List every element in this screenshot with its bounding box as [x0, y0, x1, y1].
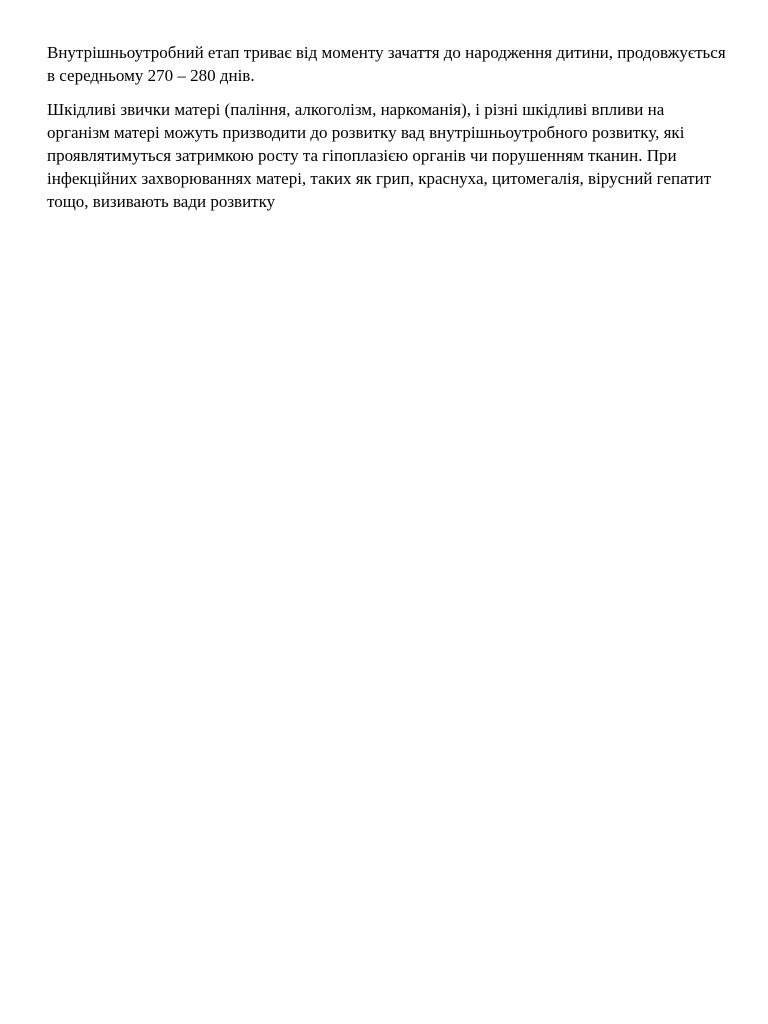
paragraph-harmful-influences: Шкідливі звички матері (паління, алкоголізм, наркоманія), і різні шкідливі впливи на організм матері можуть призводити до розвитку вад внутрішньоутробного розвитку, які проявлятимуться затримкою росту та гіпоплазією органів чи порушенням тканин. При інфекційних захворюваннях матері, таких як грип, краснуха, цитомегалія, вірусний гепатит тощо, визивають вади розвитку: [47, 100, 712, 211]
paragraph-gestation-period: Внутрішньоутробний етап триває від моменту зачаття до народження дитини, продовжується в середньому 270 – 280 днів.: [47, 43, 726, 85]
document-body: [47, 41, 727, 224]
